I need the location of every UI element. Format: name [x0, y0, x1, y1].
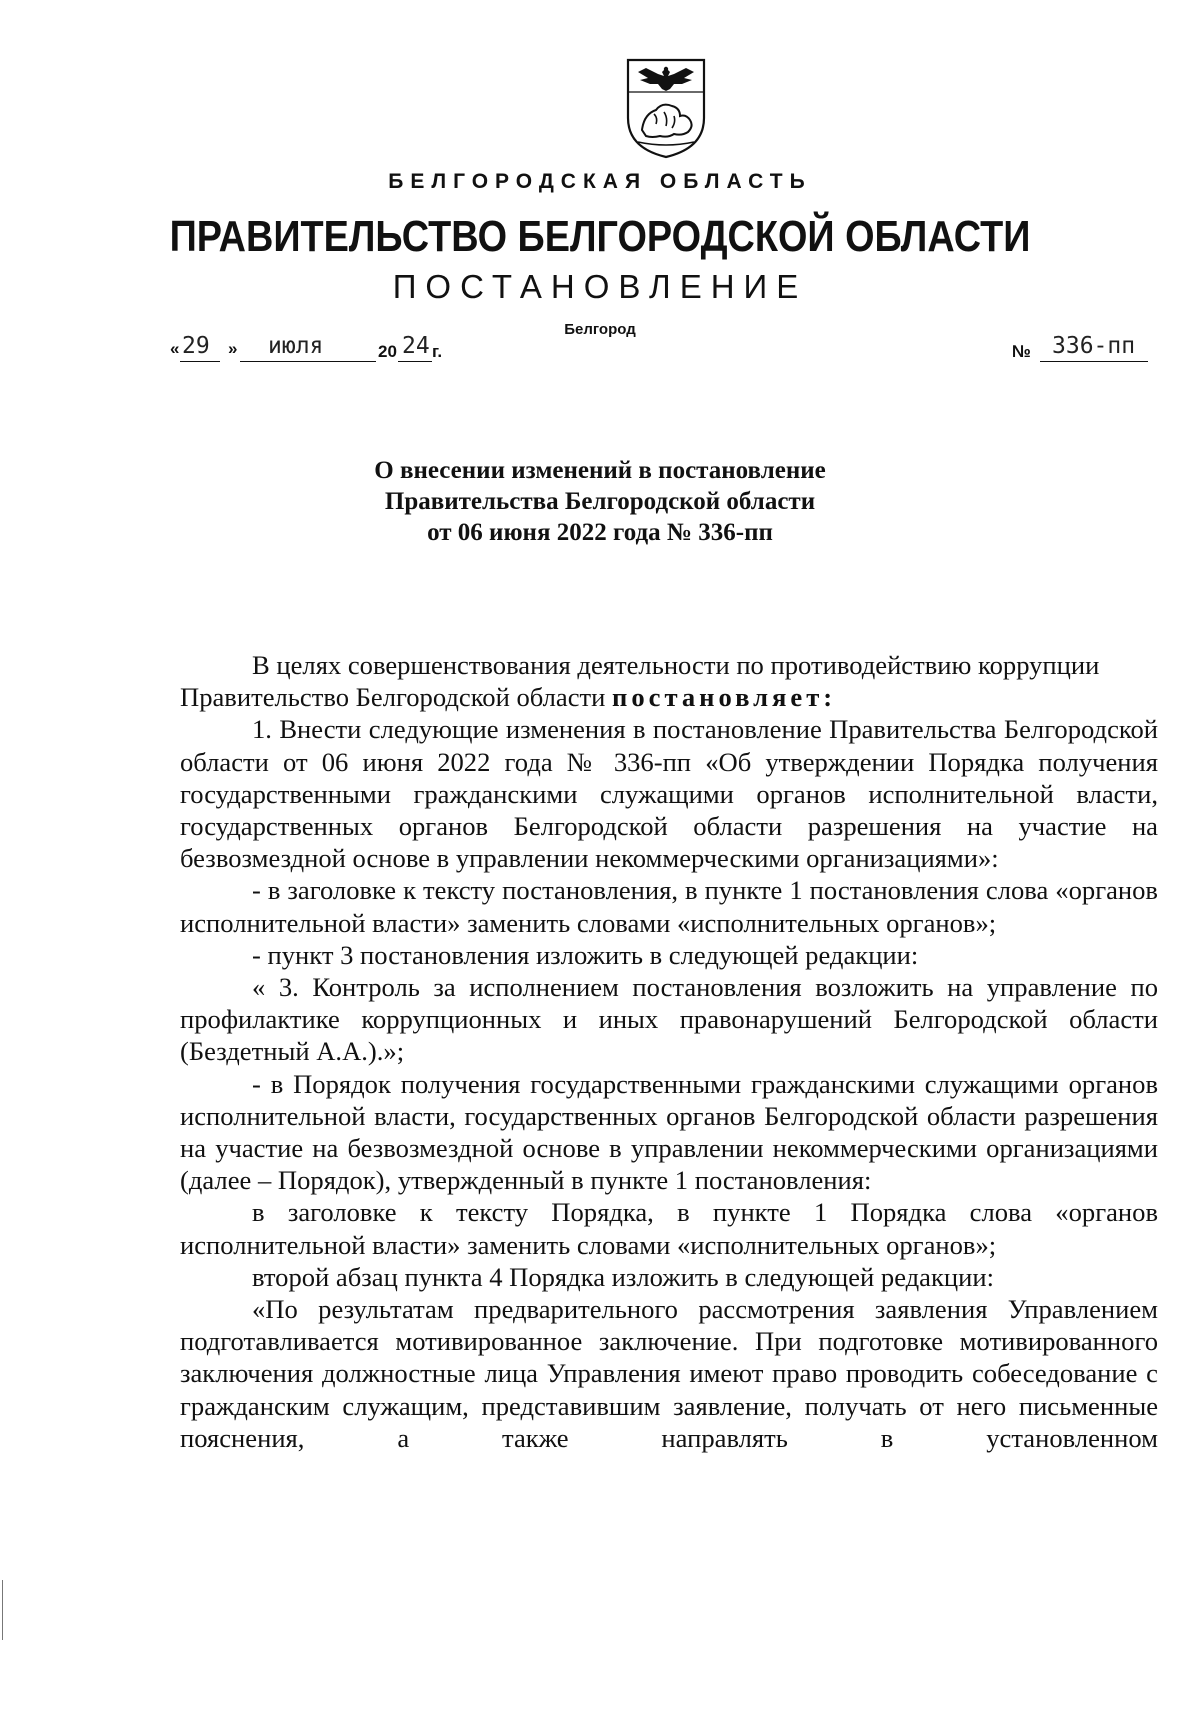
paragraph-10: «По результатам предварительного рассмотрения заявления Управлением подготавливается мотивированное заключение. При подготовке мотивированного заключения должностные лица Управления имеют право проводить собеседование с гражданским служащим, представившим заявление, получать от него письменные пояснения, а также направлять в установленном	[180, 1294, 1158, 1453]
date-month: июля	[268, 333, 324, 359]
scan-edge-mark	[2, 1580, 3, 1640]
paragraph-3: 1. Внести следующие изменения в постановление Правительства Белгородской области от 06 июня 2022 года № 336-пп «Об утверждении Порядка получения государственными гражданскими служащими органов исполнительной власти, государственных органов Белгородской области разрешения на участие на безвозмездной основе в управлении некоммерческими организациями»:	[180, 714, 1158, 874]
document-body	[180, 649, 1158, 1454]
date-day: 29	[182, 333, 210, 359]
coat-of-arms-emblem	[624, 56, 708, 160]
region-name: БЕЛГОРОДСКАЯ ОБЛАСТЬ	[388, 170, 812, 193]
date-year-mark: г.	[432, 342, 443, 361]
date-open-quote: «	[170, 339, 180, 358]
paragraph-1: В целях совершенствования деятельности по противодействию коррупции	[252, 650, 1100, 680]
city-name: Белгород	[564, 321, 636, 338]
document-number: 336-пп	[1052, 333, 1136, 359]
paragraph-8: в заголовке к тексту Порядка, в пункте 1 Порядка слова «органов исполнительной власти» заменить словами «исполнительных органов»;	[180, 1197, 1158, 1260]
number-label: №	[1012, 342, 1031, 361]
document-type: ПОСТАНОВЛЕНИЕ	[392, 268, 808, 305]
resolve-word: постановляет:	[612, 682, 837, 713]
paragraph-6: « 3. Контроль за исполнением постановления возложить на управление по профилактике коррупционных и иных правонарушений Белгородской области (Бездетный А.А.).»;	[180, 972, 1158, 1067]
paragraph-7: - в Порядок получения государственными гражданскими служащими органов исполнительной власти, государственных органов Белгородской области разрешения на участие на безвозмездной основе в управлении некоммерческими организациями (далее – Порядок), утвержденный в пункте 1 постановления:	[180, 1068, 1158, 1196]
date-year-prefix: 20	[378, 342, 397, 361]
document-title	[0, 455, 1200, 548]
paragraph-2	[180, 681, 1158, 713]
paragraph-9: второй абзац пункта 4 Порядка изложить в следующей редакции:	[252, 1261, 994, 1292]
year-underline	[398, 361, 432, 362]
paragraph-2-text: Правительство Белгородской области	[180, 682, 613, 713]
number-underline	[1040, 361, 1148, 362]
date-year-suffix: 24	[402, 333, 430, 359]
date-close-quote: »	[228, 339, 238, 358]
paragraph-4: - в заголовке к тексту постановления, в пункте 1 постановления слова «органов исполнительной власти» заменить словами «исполнительных органов»;	[180, 875, 1158, 938]
government-name: ПРАВИТЕЛЬСТВО БЕЛГОРОДСКОЙ ОБЛАСТИ	[169, 212, 1031, 261]
title-line-1: О внесении изменений в постановление	[374, 457, 826, 484]
month-underline	[240, 361, 376, 362]
title-line-3: от 06 июня 2022 года № 336-пп	[427, 519, 773, 546]
day-underline	[180, 361, 220, 362]
title-line-2: Правительства Белгородской области	[384, 488, 816, 515]
paragraph-5: - пункт 3 постановления изложить в следующей редакции:	[252, 939, 919, 970]
